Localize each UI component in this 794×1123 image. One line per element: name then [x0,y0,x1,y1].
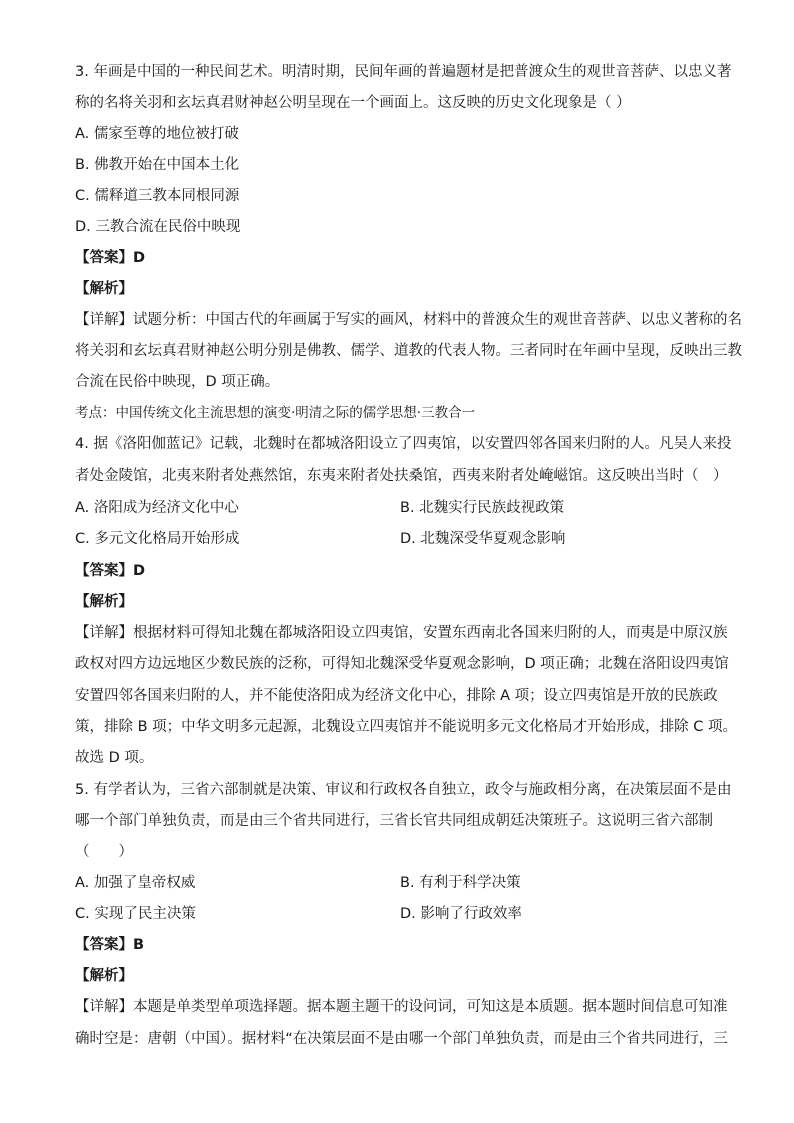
q3-stem-line-2: 称的名将关羽和玄坛真君财神赵公明呈现在一个画面上。这反映的历史文化现象是（ ） [75,95,631,111]
q4-option-d: D. 北魏深受华夏观念影响 [400,531,566,547]
q3-answer: 【答案】D [75,250,146,266]
q3-option-a: A. 儒家至尊的地位被打破 [75,126,239,142]
q5-answer: 【答案】B [75,937,145,953]
q3-detail-line-3: 合流在民俗中映现，D 项正确。 [75,374,280,390]
q3-note: 考点：中国传统文化主流思想的演变·明清之际的儒学思想·三教合一 [75,405,476,421]
q4-option-c: C. 多元文化格局开始形成 [75,531,240,547]
q4-stem-line-2: 者处金陵馆，北夷来附者处燕然馆，东夷来附者处扶桑馆，西夷来附者处崦嵫馆。这反映出当时（ ） [75,468,728,484]
q5-stem-line-3: （ ） [75,844,133,860]
q5-stem-line-2: 哪一个部门单独负责，而是由三个省共同进行，三省长官共同组成朝廷决策班子。这说明三省六部制 [75,813,713,829]
q4-detail-line-5: 故选 D 项。 [75,750,154,766]
q3-option-c: C. 儒释道三教本同根同源 [75,188,240,204]
q4-stem-line-1: 4. 据《洛阳伽蓝记》记载，北魏时在都城洛阳设立了四夷馆，以安置四邻各国来归附的人。凡吴人来投 [75,436,732,452]
q5-analysis-heading: 【解析】 [75,968,133,984]
q4-option-b: B. 北魏实行民族歧视政策 [400,500,565,516]
q4-option-a: A. 洛阳成为经济文化中心 [75,500,239,516]
q5-option-c: C. 实现了民主决策 [75,906,196,922]
q4-detail-line-3: 安置四邻各国来归附的人，并不能使洛阳成为经济文化中心，排除 A 项；设立四夷馆是开放的民族政 [75,688,718,704]
q5-option-a: A. 加强了皇帝权威 [75,875,196,891]
q4-detail-line-4: 策，排除 B 项；中华文明多元起源，北魏设立四夷馆并不能说明多元文化格局才开始形成，排除 C 项。 [75,719,738,735]
q5-options-row-2 [75,904,720,924]
q4-options-row-1 [75,498,720,518]
q4-options-row-2 [75,529,720,549]
q5-detail-line-2: 确时空是：唐朝（中国）。据材料“在决策层面不是由哪一个部门单独负责，而是由三个省共同进行，三 [75,1031,728,1047]
q3-option-b: B. 佛教开始在中国本土化 [75,157,240,173]
q3-option-d: D. 三教合流在民俗中映现 [75,219,241,235]
q4-detail-line-2: 政权对四方边远地区少数民族的泛称，可得知北魏深受华夏观念影响，D 项正确；北魏在洛阳设四夷馆 [75,656,729,672]
q5-options-row-1 [75,873,720,893]
q5-option-b: B. 有利于科学决策 [400,875,521,891]
q4-analysis-heading: 【解析】 [75,594,133,610]
q4-answer: 【答案】D [75,563,146,579]
q5-option-d: D. 影响了行政效率 [400,906,522,922]
q3-detail-line-2: 将关羽和玄坛真君财神赵公明分别是佛教、儒学、道教的代表人物。三者同时在年画中呈现，反映出三教 [75,343,742,359]
q3-analysis-heading: 【解析】 [75,281,133,297]
q3-stem-line-1: 3. 年画是中国的一种民间艺术。明清时期，民间年画的普遍题材是把普渡众生的观世音菩萨、以忠义著 [75,64,732,80]
q4-detail-line-1: 【详解】根据材料可得知北魏在都城洛阳设立四夷馆，安置东西南北各国来归附的人，而夷是中原汉族 [75,625,728,641]
q3-detail-line-1: 【详解】试题分析：中国古代的年画属于写实的画风，材料中的普渡众生的观世音菩萨、以忠义著称的名 [75,312,742,328]
q5-stem-line-1: 5. 有学者认为，三省六部制就是决策、审议和行政权各自独立，政令与施政相分离，在决策层面不是由 [75,782,732,798]
q5-detail-line-1: 【详解】本题是单类型单项选择题。据本题主题干的设问词，可知这是本质题。据本题时间信息可知准 [75,999,728,1015]
